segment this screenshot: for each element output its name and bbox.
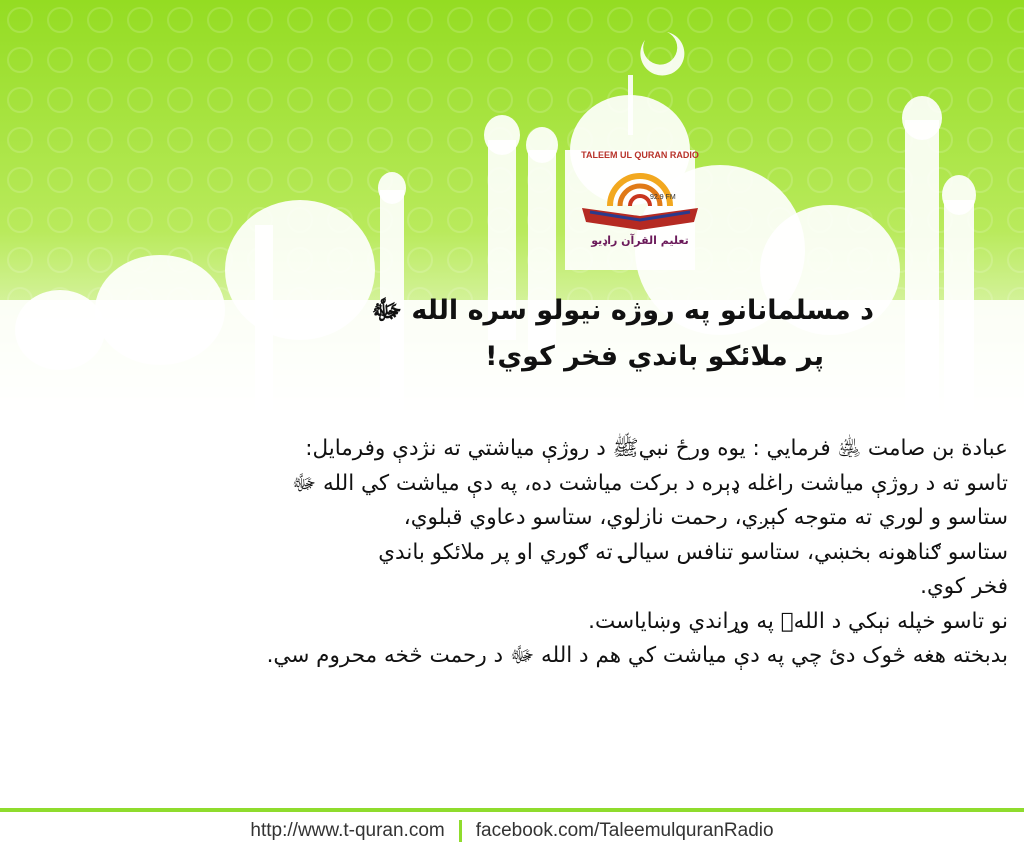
hadith-text [18,432,1008,674]
body-line: ستاسو ګناهونه بخښي، ستاسو تنافس سيالۍ ته ګوري او پر ملائکو باندي [378,539,1008,565]
body-line: بدبخته هغه څوک دئ چي په دې مياشت کي هم د الله ﷻ د رحمت څخه محروم سي. [266,643,1008,668]
footer-divider [0,808,1024,812]
logo-name-local: تعلیم القرآن راډیو [591,234,689,247]
page-title [234,288,874,380]
book-radio-icon [570,158,710,238]
website-link[interactable]: http://www.t-quran.com [250,820,445,841]
logo-name-en: TALEEM UL QURAN RADIO [581,150,699,160]
logo-frequency: 92.9 FM [650,194,676,201]
body-line: نو تاسو خپله نېکي د الله﷯ په وړاندي وښاياست. [588,608,1008,634]
title-line-1: د مسلمانانو په روژه نيولو سره الله ﷻ [371,295,874,326]
body-line: ستاسو و لوري ته متوجه کېږي، رحمت نازلوي، ستاسو دعاوي قبلوي، [403,505,1008,530]
radio-logo [570,150,710,260]
body-line: تاسو ته د روژې مياشت راغله ډېره د برکت مياشت ده، په دې مياشت کي الله ﷻ [291,470,1008,496]
facebook-link[interactable]: facebook.com/TaleemulquranRadio [475,820,774,841]
title-line-2: پر ملائکو باندي فخر کوي! [485,341,824,372]
footer [0,818,1024,844]
footer-separator [459,820,462,842]
body-line: عبادة بن صامت ﵁ فرمايي : يوه ورځ نبيﷺ د روژې مياشتي ته نژدې وفرمايل: [305,436,1008,461]
body-line: فخر کوي. [920,574,1008,599]
